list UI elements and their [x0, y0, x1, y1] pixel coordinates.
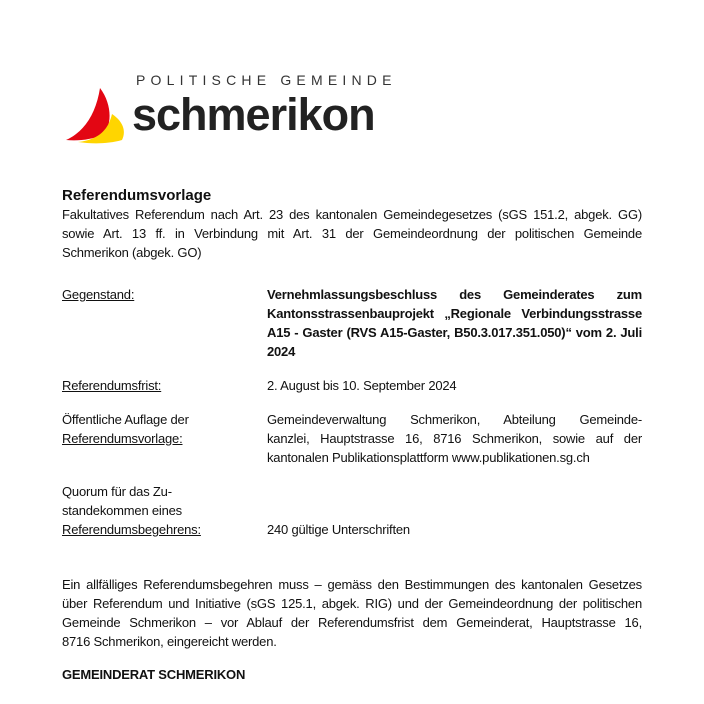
- field-auflage: [62, 410, 642, 467]
- quorum-value: 240 gültige Unterschriften: [267, 522, 410, 537]
- logo-name: schmerikon: [132, 89, 375, 140]
- field-gegenstand: [62, 285, 642, 361]
- signature: GEMEINDERAT SCHMERIKON: [62, 667, 246, 682]
- logo-sail-icon: [64, 84, 134, 144]
- gegenstand-value: Vernehmlassungsbeschluss des Gemeinderates zum Kantonsstrassenbauprojekt „Regionale Verbindungsstrasse A15 - Gaster (RVS A15-Gaster, B50.3.017.351.050)“ vom 2. Juli 2024: [267, 287, 642, 359]
- auflage-label: Öffentliche Auflage der Referendumsvorlage:: [62, 412, 189, 446]
- logo: [64, 0, 397, 144]
- auflage-value: Gemeindeverwaltung Schmerikon, Abteilung Gemeinde- kanzlei, Hauptstrasse 16, 8716 Schmerikon, sowie auf der kantonalen Publikationsplattform www.publikationen.sg.ch: [267, 412, 642, 465]
- quorum-label: Quorum für das Zu- standekommen eines Referendumsbegehrens:: [62, 484, 201, 537]
- field-frist: [62, 376, 642, 395]
- gegenstand-label: Gegenstand:: [62, 287, 135, 302]
- field-quorum: [62, 482, 642, 539]
- frist-label: Referendumsfrist:: [62, 378, 162, 393]
- intro-line: sowie Art. 13 ff. in Verbindung mit Art. 31 der Gemeindeordnung der politischen Gemeinde: [62, 226, 642, 241]
- intro-line: Fakultatives Referendum nach Art. 23 des kantonalen Gemeindegesetzes (sGS 151.2, abgek. GG): [62, 207, 642, 222]
- intro-line: Schmerikon (abgek. GO): [62, 245, 202, 260]
- page-title: Referendumsvorlage: [62, 187, 212, 204]
- frist-value: 2. August bis 10. September 2024: [267, 378, 457, 393]
- intro-paragraph: [62, 205, 642, 262]
- closing-paragraph: Ein allfälliges Referendumsbegehren muss – gemäss den Bestimmungen des kantonalen Gesetzes über Referendum und Initiative (sGS 125.1, abgek. RIG) und der Gemeindeordnung der politischen Gemeinde Schmerikon – vor Ablauf der Referendumsfrist dem Gemeinderat, Hauptstrasse 16, 8716 Schmerikon, eingereicht werden.: [62, 577, 642, 649]
- document-body: [62, 186, 642, 704]
- logo-subtitle: POLITISCHE GEMEINDE: [136, 72, 397, 88]
